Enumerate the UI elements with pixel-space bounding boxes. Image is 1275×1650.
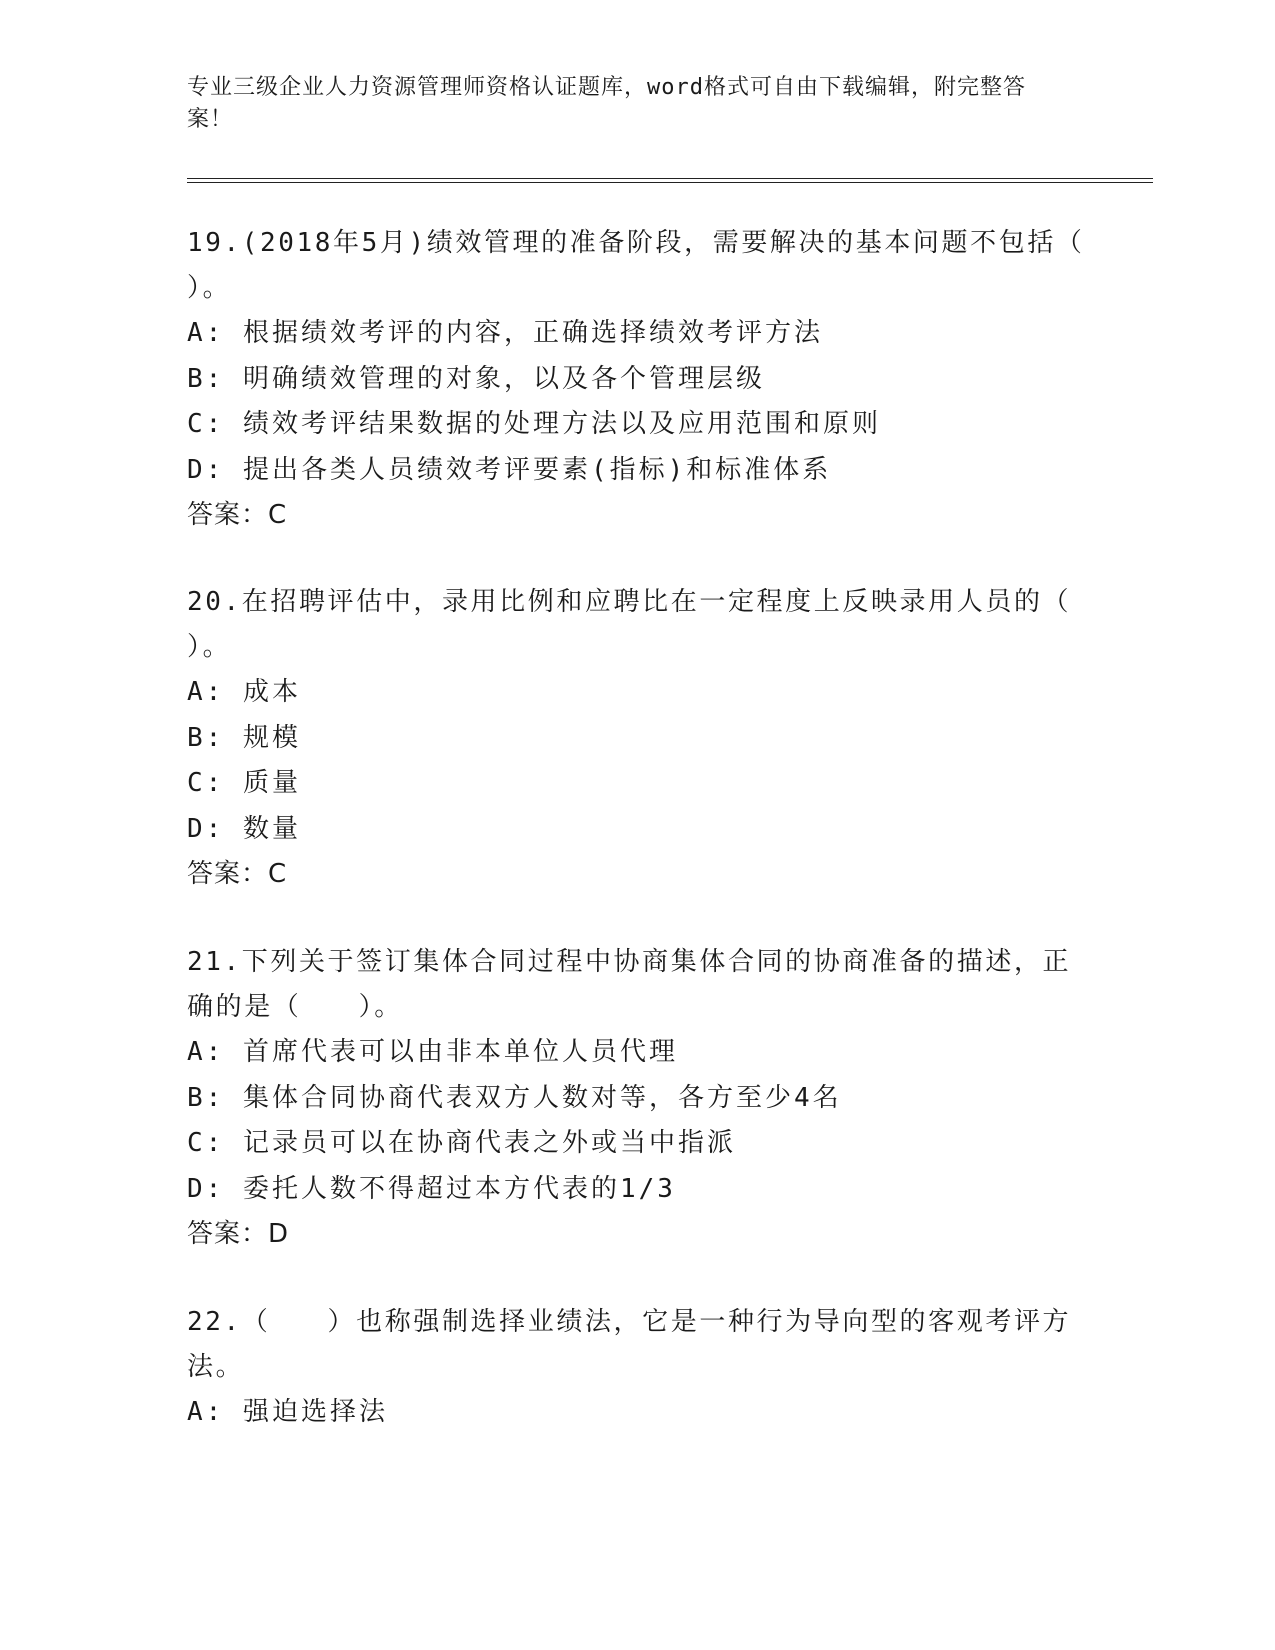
question-stem: 20.在招聘评估中，录用比例和应聘比在一定程度上反映录用人员的（ ）。 xyxy=(187,587,1072,662)
option-d: D: 委托人数不得超过本方代表的1/3 xyxy=(187,1173,676,1204)
question-stem: 21.下列关于签订集体合同过程中协商集体合同的协商准备的描述，正确的是（ ）。 xyxy=(187,947,1072,1022)
option-d: D: 数量 xyxy=(187,813,301,844)
option-c: C: 绩效考评结果数据的处理方法以及应用范围和原则 xyxy=(187,409,881,439)
question-19 xyxy=(187,221,1087,538)
option-b: B: 规模 xyxy=(187,722,301,753)
option-c: C: 记录员可以在协商代表之外或当中指派 xyxy=(187,1128,736,1158)
document-header: 专业三级企业人力资源管理师资格认证题库，word格式可自由下载编辑，附完整答案！ xyxy=(187,75,1026,132)
question-22 xyxy=(187,1300,1087,1436)
question-stem: 22.（ ）也称强制选择业绩法，它是一种行为导向型的客观考评方法。 xyxy=(187,1307,1072,1382)
option-a: A: 成本 xyxy=(187,677,301,707)
option-a: A: 首席代表可以由非本单位人员代理 xyxy=(187,1037,678,1067)
option-d: D: 提出各类人员绩效考评要素(指标)和标准体系 xyxy=(187,454,832,485)
question-20 xyxy=(187,580,1087,897)
option-c: C: 质量 xyxy=(187,768,301,798)
question-21 xyxy=(187,940,1087,1257)
option-b: B: 集体合同协商代表双方人数对等，各方至少4名 xyxy=(187,1082,842,1113)
answer-line: 答案：C xyxy=(187,859,288,889)
question-stem: 19.(2018年5月)绩效管理的准备阶段，需要解决的基本问题不包括（ ）。 xyxy=(187,228,1085,303)
option-a: A: 根据绩效考评的内容，正确选择绩效考评方法 xyxy=(187,318,823,348)
header-divider-bottom xyxy=(187,182,1153,183)
option-a: A: 强迫选择法 xyxy=(187,1397,388,1427)
answer-line: 答案：D xyxy=(187,1219,290,1249)
header-divider-top xyxy=(187,178,1153,179)
answer-line: 答案：C xyxy=(187,500,288,530)
option-b: B: 明确绩效管理的对象，以及各个管理层级 xyxy=(187,363,765,394)
